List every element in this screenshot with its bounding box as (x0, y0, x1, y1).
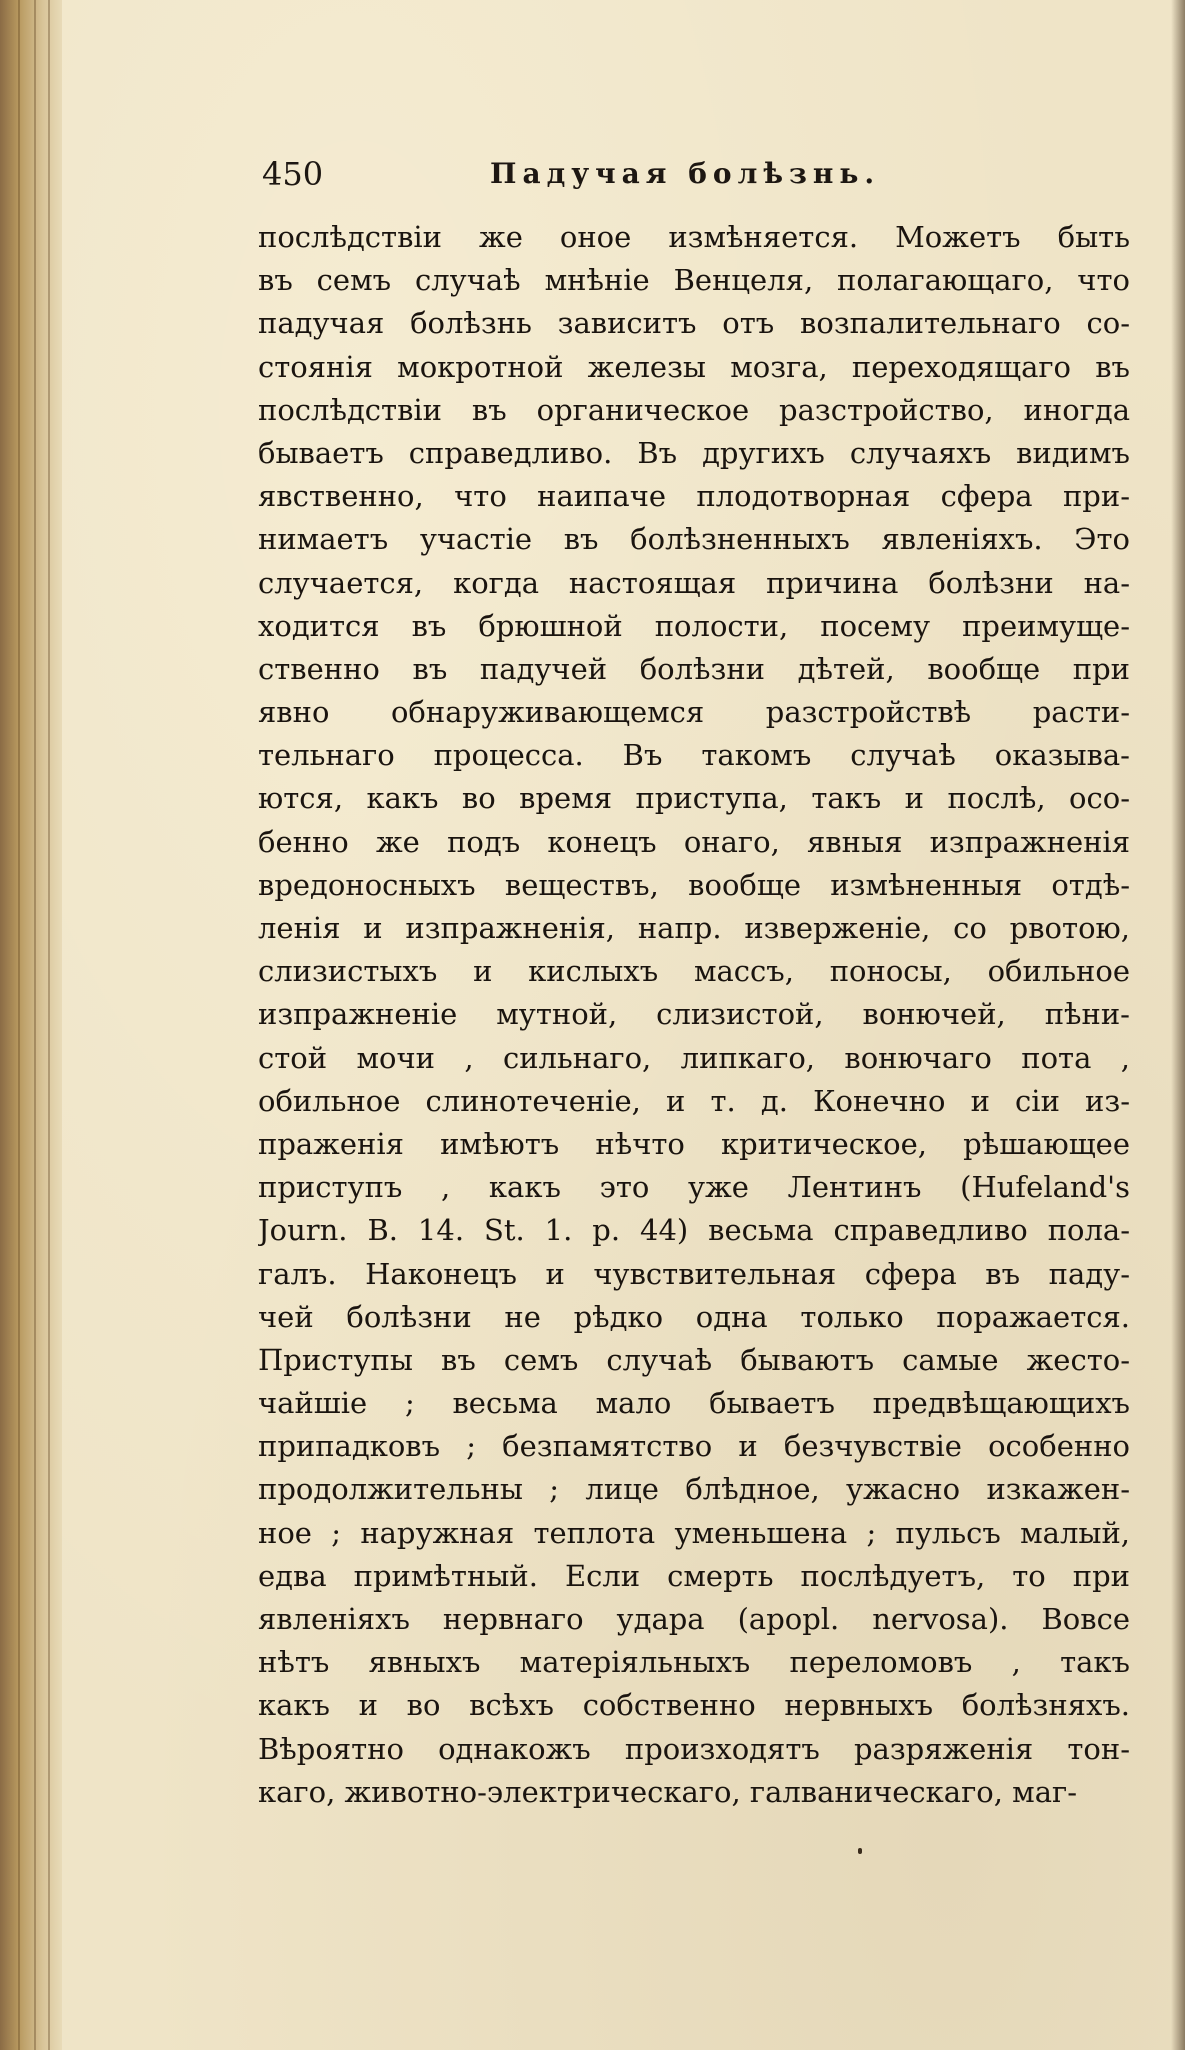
text-line: изпражненіе мутной, слизистой, вонючей, пѣни- (258, 997, 1130, 1032)
page-number: 450 (262, 155, 324, 193)
gutter-line (18, 0, 20, 2050)
text-line: галъ. Наконецъ и чувствительная сфера въ паду- (258, 1256, 1130, 1291)
text-line: стой мочи , сильнаго, липкаго, вонючаго пота , (258, 1040, 1130, 1075)
page-gutter (0, 0, 62, 2050)
text-line: чей болѣзни не рѣдко одна только поражается. (258, 1299, 1130, 1334)
text-line: послѣдствіи же оное измѣняется. Можетъ быть (258, 220, 1130, 254)
text-line: продолжительны ; лице блѣдное, ужасно изкажен- (258, 1472, 1130, 1507)
text-line: праженія имѣютъ нѣчто критическое, рѣшающее (258, 1126, 1130, 1161)
text-line: едва примѣтный. Если смерть послѣдуетъ, то при (258, 1558, 1130, 1593)
text-line: каго, животно-электрическаго, галваническаго, маг- (258, 1774, 1077, 1809)
text-line: какъ и во всѣхъ собственно нервныхъ болѣзняхъ. (258, 1688, 1130, 1723)
page-edge-shadow (1171, 0, 1185, 2050)
text-line: нимаетъ участіе въ болѣзненныхъ явленіяхъ. Это (258, 522, 1130, 557)
gutter-line (48, 0, 50, 2050)
gutter-line (34, 0, 36, 2050)
text-line: приступъ , какъ это уже Лентинъ (Hufeland's (258, 1170, 1130, 1205)
text-line: тельнаго процесса. Въ такомъ случаѣ оказыва- (258, 738, 1130, 773)
running-title: Падучая болѣзнь. (490, 157, 881, 190)
text-line: явно обнаруживающемся разстройствѣ расти- (258, 695, 1130, 730)
text-line: случается, когда настоящая причина болѣзни на- (258, 565, 1130, 600)
text-line: ное ; наружная теплота уменьшена ; пульсъ малый, (258, 1515, 1130, 1550)
text-line: стоянія мокротной железы мозга, переходящаго въ (258, 349, 1130, 384)
page-header (262, 154, 1112, 198)
text-line: въ семъ случаѣ мнѣніе Венцеля, полагающаго, что (258, 263, 1130, 298)
text-line: обильное слинотеченіе, и т. д. Конечно и сіи из- (258, 1083, 1130, 1118)
text-line: бенно же подъ конецъ онаго, явныя изпражненія (258, 824, 1130, 859)
text-line: Вѣроятно однакожъ произходятъ разряженія тон- (258, 1731, 1130, 1766)
text-line: бываетъ справедливо. Въ другихъ случаяхъ видимъ (258, 435, 1130, 470)
text-line: припадковъ ; безпамятство и безчувствіе особенно (258, 1429, 1130, 1464)
ink-speck (858, 1848, 862, 1854)
text-line: Приступы въ семъ случаѣ бываютъ самые жесто- (258, 1342, 1130, 1377)
text-line: слизистыхъ и кислыхъ массъ, поносы, обильное (258, 954, 1130, 989)
text-line: ленія и изпражненія, напр. изверженіе, со рвотою, (258, 911, 1130, 945)
text-line: падучая болѣзнь зависитъ отъ возпалительнаго со- (258, 306, 1130, 341)
text-line: ственно въ падучей болѣзни дѣтей, вообще при (258, 651, 1130, 686)
body-text (258, 216, 1130, 1814)
text-line: ходится въ брюшной полости, посему преимуще- (258, 608, 1130, 643)
text-line: Journ. B. 14. St. 1. p. 44) весьма справедливо пола- (258, 1213, 1130, 1248)
text-line: послѣдствіи въ органическое разстройство, иногда (258, 392, 1130, 427)
text-line: явственно, что наипаче плодотворная сфера при- (258, 479, 1130, 514)
text-line: нѣтъ явныхъ матеріяльныхъ переломовъ , такъ (258, 1645, 1130, 1680)
text-line: ются, какъ во время приступа, такъ и послѣ, осо- (258, 781, 1130, 816)
text-line: чайшіе ; весьма мало бываетъ предвѣщающихъ (258, 1386, 1130, 1421)
text-line: вредоносныхъ веществъ, вообще измѣненныя отдѣ- (258, 867, 1130, 902)
text-line: явленіяхъ нервнаго удара (apopl. nervosa). Вовсе (258, 1602, 1130, 1636)
